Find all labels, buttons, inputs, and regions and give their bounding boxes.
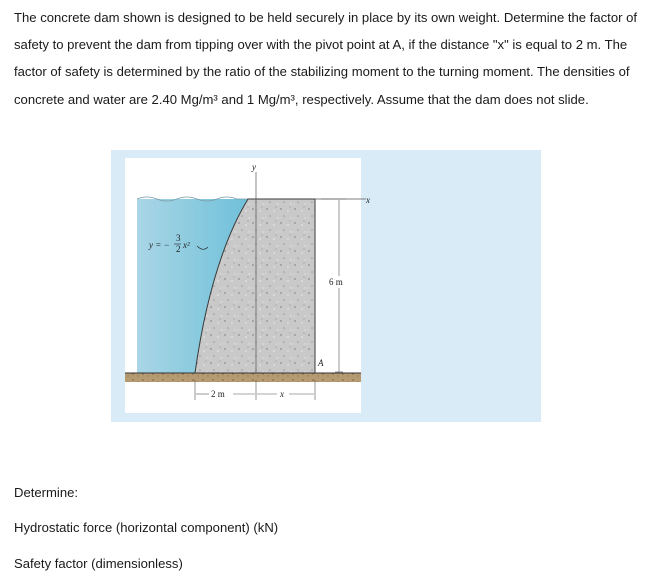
- dam-diagram: [111, 150, 541, 422]
- y-axis-label: y: [252, 162, 256, 172]
- question-hydrostatic-force: Hydrostatic force (horizontal component) (kN): [14, 520, 279, 535]
- curve-equation-lhs: y = −: [149, 240, 170, 250]
- question-safety-factor: Safety factor (dimensionless): [14, 556, 183, 571]
- x-axis-label: x: [366, 195, 370, 205]
- curve-eq-variable: x²: [183, 240, 190, 250]
- dam-figure: [111, 150, 541, 422]
- pivot-label: A: [318, 358, 324, 368]
- curve-eq-denominator: 2: [176, 244, 181, 254]
- height-label: 6 m: [329, 277, 343, 287]
- problem-statement: The concrete dam shown is designed to be held securely in place by its own weight. Determine the factor of safety to prevent the dam from tipping over with the pivot point at A, if the distance "x" is equal to 2 m. The factor of safety is determined by the ratio of the stabilizing moment to the turning moment. The densities of concrete and water are 2.40 Mg/m³ and 1 Mg/m³, respectively. Assume that the dam does not slide.: [14, 10, 638, 107]
- determine-heading: Determine:: [14, 485, 79, 500]
- ground: [125, 373, 361, 382]
- width-right-label: x: [280, 389, 284, 399]
- width-left-label: 2 m: [211, 389, 225, 399]
- curve-eq-numerator: 3: [176, 233, 181, 243]
